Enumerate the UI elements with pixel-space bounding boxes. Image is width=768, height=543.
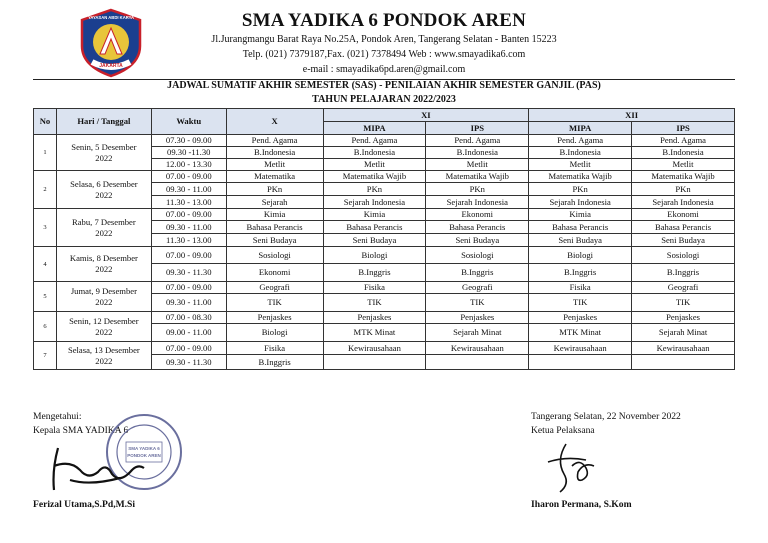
school-email: e-mail : smayadika6pd.aren@gmail.com [302, 64, 466, 75]
header-xi-ips: IPS [426, 122, 529, 135]
subject-cell-xii-ips: B.Inggris [632, 264, 735, 282]
subject-cell-xii-ips: B.Indonesia [632, 147, 735, 159]
subject-cell-xi-ips: Metlit [426, 159, 529, 171]
subject-cell-xii-ips: Kewirausahaan [632, 342, 735, 355]
subject-cell-xi-ips: Sejarah Indonesia [426, 196, 529, 209]
subject-cell-xii-ips: Ekonomi [632, 209, 735, 221]
subject-cell-xii-mipa: Seni Budaya [529, 234, 632, 247]
school-logo-icon [78, 8, 144, 78]
subject-cell-xi-ips: Ekonomi [426, 209, 529, 221]
subject-cell-x: Metlit [226, 159, 323, 171]
subject-cell-xii-ips: Bahasa Perancis [632, 221, 735, 234]
day-date: Senin, 5 Desember 2022 [56, 135, 151, 171]
subject-cell-xi-mipa [323, 355, 426, 370]
header-class-x: X [226, 109, 323, 135]
time-slot: 07.00 - 09.00 [151, 282, 226, 294]
day-date: Kamis, 8 Desember 2022 [56, 247, 151, 282]
subject-cell-x: PKn [226, 183, 323, 196]
day-number: 6 [34, 312, 57, 342]
letterhead [150, 10, 618, 77]
subject-cell-xi-ips: Bahasa Perancis [426, 221, 529, 234]
subject-cell-xi-mipa: Pend. Agama [323, 135, 426, 147]
document-subtitle: TAHUN PELAJARAN 2022/2023 [312, 94, 456, 105]
subject-cell-x: Pend. Agama [226, 135, 323, 147]
day-date: Selasa, 6 Desember 2022 [56, 171, 151, 209]
subject-cell-xii-ips: Sejarah Minat [632, 324, 735, 342]
subject-cell-xi-mipa: Sejarah Indonesia [323, 196, 426, 209]
day-number: 4 [34, 247, 57, 282]
subject-cell-xii-mipa: Pend. Agama [529, 135, 632, 147]
table-row [34, 282, 735, 294]
subject-cell-xi-mipa: MTK Minat [323, 324, 426, 342]
subject-cell-xii-ips: Sosiologi [632, 247, 735, 264]
subject-cell-x: Kimia [226, 209, 323, 221]
subject-cell-xi-ips: Geografi [426, 282, 529, 294]
subject-cell-xii-mipa: Metlit [529, 159, 632, 171]
subject-cell-xi-mipa: Seni Budaya [323, 234, 426, 247]
subject-cell-xi-mipa: TIK [323, 294, 426, 312]
header-day: Hari / Tanggal [56, 109, 151, 135]
subject-cell-xii-mipa: Kewirausahaan [529, 342, 632, 355]
subject-cell-xi-mipa: Penjaskes [323, 312, 426, 324]
subject-cell-x: Fisika [226, 342, 323, 355]
school-address: Jl.Jurangmangu Barat Raya No.25A, Pondok Aren, Tangerang Selatan - Banten 15223 [211, 34, 557, 45]
subject-cell-xi-mipa: B.Indonesia [323, 147, 426, 159]
subject-cell-x: Biologi [226, 324, 323, 342]
subject-cell-xii-mipa: B.Inggris [529, 264, 632, 282]
logo-text-top: YAYASAN ABDI KARYA [87, 15, 135, 20]
svg-text:PONDOK AREN: PONDOK AREN [127, 453, 161, 458]
table-row [34, 171, 735, 183]
time-slot: 07.00 - 09.00 [151, 342, 226, 355]
subject-cell-xii-ips: Sejarah Indonesia [632, 196, 735, 209]
subject-cell-xi-ips: PKn [426, 183, 529, 196]
subject-cell-x: Bahasa Perancis [226, 221, 323, 234]
subject-cell-xi-mipa: Bahasa Perancis [323, 221, 426, 234]
day-date: Selasa, 13 Desember 2022 [56, 342, 151, 370]
subject-cell-xii-ips: Metlit [632, 159, 735, 171]
subject-cell-x: Matematika [226, 171, 323, 183]
subject-cell-xi-ips: Sosiologi [426, 247, 529, 264]
day-number: 7 [34, 342, 57, 370]
time-slot: 09.30 - 11.00 [151, 183, 226, 196]
time-slot: 11.30 - 13.00 [151, 234, 226, 247]
subject-cell-xi-ips: Penjaskes [426, 312, 529, 324]
principal-signature-icon [40, 440, 150, 496]
time-slot: 12.00 - 13.30 [151, 159, 226, 171]
header-no: No [34, 109, 57, 135]
table-row [34, 135, 735, 147]
subject-cell-xii-ips: TIK [632, 294, 735, 312]
principal-name: Ferizal Utama,S.Pd,M.Si [33, 499, 136, 510]
header-class-xii: XII [529, 109, 735, 122]
school-name: SMA YADIKA 6 PONDOK AREN [241, 10, 527, 31]
svg-text:SMA YADIKA 6: SMA YADIKA 6 [128, 446, 160, 451]
subject-cell-xii-mipa: TIK [529, 294, 632, 312]
subject-cell-xi-ips: B.Indonesia [426, 147, 529, 159]
header-class-xi: XI [323, 109, 529, 122]
subject-cell-xii-ips: Geografi [632, 282, 735, 294]
subject-cell-xi-ips: B.Inggris [426, 264, 529, 282]
time-slot: 07.00 - 08.30 [151, 312, 226, 324]
day-date: Senin, 12 Desember 2022 [56, 312, 151, 342]
committee-chair-title: Ketua Pelaksana [531, 425, 595, 436]
principal-title: Kepala SMA YADIKA 6 [33, 425, 129, 436]
subject-cell-x: Seni Budaya [226, 234, 323, 247]
time-slot: 09.00 - 11.00 [151, 324, 226, 342]
subject-cell-xii-mipa: B.Indonesia [529, 147, 632, 159]
place-date: Tangerang Selatan, 22 November 2022 [531, 411, 681, 422]
subject-cell-x: Geografi [226, 282, 323, 294]
subject-cell-xii-mipa: MTK Minat [529, 324, 632, 342]
subject-cell-x: Ekonomi [226, 264, 323, 282]
time-slot: 09.30 -11.30 [151, 147, 226, 159]
subject-cell-xii-ips [632, 355, 735, 370]
table-row [34, 209, 735, 221]
subject-cell-xii-mipa: Sejarah Indonesia [529, 196, 632, 209]
subject-cell-x: Sosiologi [226, 247, 323, 264]
day-date: Jumat, 9 Desember 2022 [56, 282, 151, 312]
exam-schedule-table [33, 108, 735, 370]
subject-cell-xi-ips: Pend. Agama [426, 135, 529, 147]
chair-name: Iharon Permana, S.Kom [531, 499, 632, 510]
subject-cell-xi-ips: Sejarah Minat [426, 324, 529, 342]
subject-cell-x: Penjaskes [226, 312, 323, 324]
day-number: 2 [34, 171, 57, 209]
subject-cell-xii-mipa: Fisika [529, 282, 632, 294]
subject-cell-xii-mipa: Bahasa Perancis [529, 221, 632, 234]
time-slot: 09.30 - 11.00 [151, 221, 226, 234]
subject-cell-xii-mipa: Matematika Wajib [529, 171, 632, 183]
subject-cell-xi-ips: Seni Budaya [426, 234, 529, 247]
table-row [34, 312, 735, 324]
day-number: 1 [34, 135, 57, 171]
subject-cell-xii-mipa [529, 355, 632, 370]
subject-cell-x: TIK [226, 294, 323, 312]
time-slot: 09.30 - 11.30 [151, 355, 226, 370]
subject-cell-xii-mipa: PKn [529, 183, 632, 196]
subject-cell-xii-ips: Pend. Agama [632, 135, 735, 147]
subject-cell-xii-mipa: Kimia [529, 209, 632, 221]
subject-cell-xi-mipa: Kimia [323, 209, 426, 221]
table-row [34, 247, 735, 264]
subject-cell-xi-mipa: Metlit [323, 159, 426, 171]
day-number: 3 [34, 209, 57, 247]
header-xii-ips: IPS [632, 122, 735, 135]
day-date: Rabu, 7 Desember 2022 [56, 209, 151, 247]
subject-cell-xi-ips: Kewirausahaan [426, 342, 529, 355]
table-row [34, 342, 735, 355]
logo-text-bottom: JAKARTA [99, 63, 123, 69]
subject-cell-x: B.Indonesia [226, 147, 323, 159]
subject-cell-xi-mipa: Fisika [323, 282, 426, 294]
subject-cell-x: B.Inggris [226, 355, 323, 370]
time-slot: 09.30 - 11.30 [151, 264, 226, 282]
subject-cell-xi-mipa: Kewirausahaan [323, 342, 426, 355]
header-xii-mipa: MIPA [529, 122, 632, 135]
subject-cell-xi-ips [426, 355, 529, 370]
subject-cell-x: Sejarah [226, 196, 323, 209]
header-time: Waktu [151, 109, 226, 135]
document-title: JADWAL SUMATIF AKHIR SEMESTER (SAS) - PENILAIAN AKHIR SEMESTER GANJIL (PAS) [167, 80, 601, 91]
time-slot: 07.00 - 09.00 [151, 171, 226, 183]
header-xi-mipa: MIPA [323, 122, 426, 135]
subject-cell-xii-ips: Penjaskes [632, 312, 735, 324]
subject-cell-xi-mipa: Matematika Wajib [323, 171, 426, 183]
subject-cell-xii-mipa: Biologi [529, 247, 632, 264]
acknowledged-label: Mengetahui: [33, 411, 82, 422]
subject-cell-xii-mipa: Penjaskes [529, 312, 632, 324]
time-slot: 07.00 - 09.00 [151, 247, 226, 264]
day-number: 5 [34, 282, 57, 312]
subject-cell-xii-ips: PKn [632, 183, 735, 196]
subject-cell-xi-mipa: PKn [323, 183, 426, 196]
subject-cell-xi-mipa: Biologi [323, 247, 426, 264]
time-slot: 11.30 - 13.00 [151, 196, 226, 209]
subject-cell-xi-mipa: B.Inggris [323, 264, 426, 282]
subject-cell-xii-ips: Matematika Wajib [632, 171, 735, 183]
subject-cell-xi-ips: Matematika Wajib [426, 171, 529, 183]
subject-cell-xii-ips: Seni Budaya [632, 234, 735, 247]
subject-cell-xi-ips: TIK [426, 294, 529, 312]
time-slot: 07.30 - 09.00 [151, 135, 226, 147]
time-slot: 09.30 - 11.00 [151, 294, 226, 312]
time-slot: 07.00 - 09.00 [151, 209, 226, 221]
chair-signature-icon [536, 440, 606, 496]
school-phone: Telp. (021) 7379187,Fax. (021) 7378494 Web : www.smayadika6.com [242, 49, 526, 60]
